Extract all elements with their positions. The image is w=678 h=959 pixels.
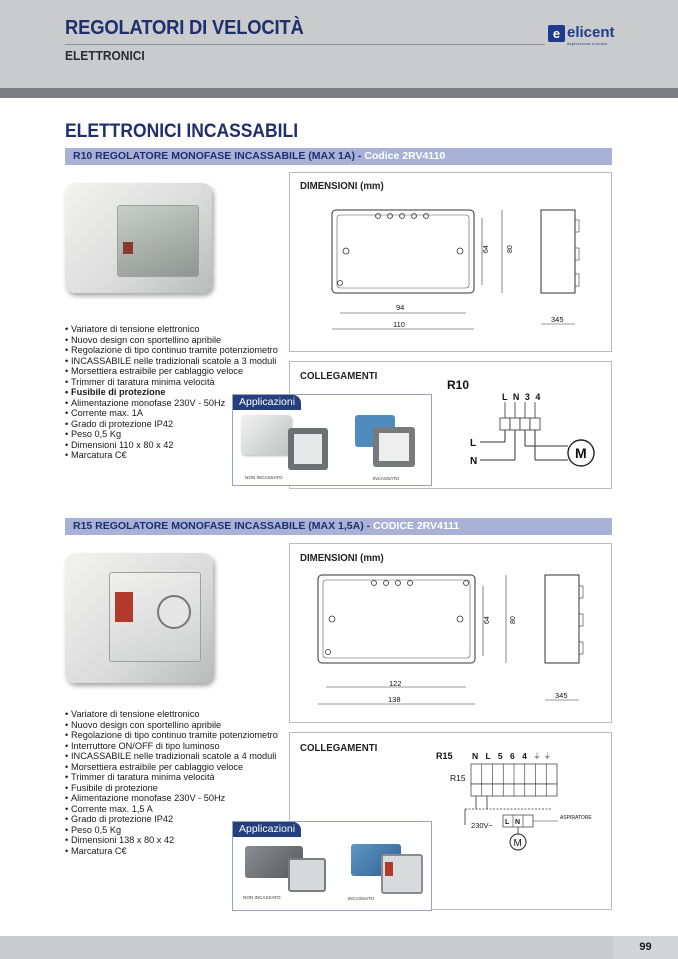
line-l-label: L — [470, 438, 477, 449]
applications-title: Applicazioni — [233, 395, 301, 410]
applications-box-r10 — [232, 394, 432, 486]
logo-mark: e — [548, 25, 565, 42]
diagram-model: R15 — [436, 751, 453, 761]
page-number: 99 — [613, 936, 678, 959]
box-terminal-l: L — [505, 819, 510, 826]
spec-item: • Morsettiera estraibile per cablaggio veloce — [65, 366, 278, 377]
connections-title: COLLEGAMENTI — [300, 742, 378, 754]
logo-text: elicent — [567, 24, 615, 41]
connections-title: COLLEGAMENTI — [300, 370, 378, 382]
depth-label: 345 — [551, 315, 564, 324]
caption-non-incassato: NON INCASSATO — [245, 475, 283, 480]
spec-item: • Trimmer di taratura minima velocità — [65, 772, 278, 783]
spec-item: • Marcatura C€ — [65, 450, 278, 461]
spec-item: • Variatore di tensione elettronico — [65, 324, 278, 335]
spec-item: • Regolazione di tipo continuo tramite potenziometro — [65, 730, 278, 741]
product-photo-r15 — [65, 550, 215, 690]
product-photo-r10 — [65, 180, 215, 305]
page-footer — [0, 936, 678, 959]
spec-item: • Regolazione di tipo continuo tramite potenziometro — [65, 345, 278, 356]
spec-item: • Grado di protezione IP42 — [65, 814, 278, 825]
outer-height-label: 80 — [507, 245, 514, 253]
product-code: CODICE 2RV4111 — [373, 520, 460, 532]
spec-item: • Dimensioni 138 x 80 x 42 — [65, 835, 278, 846]
line-n-label: N — [470, 456, 478, 467]
dimensions-title: DIMENSIONI (mm) — [300, 180, 384, 192]
dimensions-title: DIMENSIONI (mm) — [300, 552, 384, 564]
diagram-model-label: R15 — [450, 773, 466, 783]
spec-item: • Corrente max. 1,5 A — [65, 804, 278, 815]
terminal-labels: N L 5 6 4 — [472, 751, 530, 761]
inner-height-label: 64 — [483, 245, 490, 253]
applications-title: Applicazioni — [233, 822, 301, 837]
applications-box-r15 — [232, 821, 432, 911]
outer-height-label: 80 — [510, 616, 517, 624]
outer-width-label: 138 — [388, 695, 401, 704]
caption-non-incassato: NON INCASSATO — [243, 895, 281, 900]
supply-label: 230V~ — [471, 821, 493, 830]
motor-symbol: M — [513, 838, 522, 849]
spec-item: • Interruttore ON/OFF di tipo luminoso — [65, 741, 278, 752]
dimensions-panel-r15 — [289, 543, 612, 723]
product-name: R15 REGOLATORE MONOFASE INCASSABILE (MAX 1,5A) - — [73, 520, 374, 532]
spec-item: • Alimentazione monofase 230V - 50Hz — [65, 793, 278, 804]
spec-item: • Fusibile di protezione — [65, 387, 278, 398]
inner-height-label: 64 — [484, 616, 491, 624]
caption-incassato: INCASSATO — [348, 896, 375, 901]
diagram-model: R10 — [447, 378, 470, 392]
section-title: ELETTRONICI INCASSABILI — [65, 121, 299, 142]
spec-item: • Nuovo design con sportellino apribile — [65, 720, 278, 731]
elicent-logo — [548, 24, 618, 46]
svg-text:⏚ ⏚: ⏚ ⏚ — [533, 752, 552, 761]
motor-symbol: M — [575, 445, 587, 461]
header-rule — [65, 44, 545, 45]
spec-item: • Alimentazione monofase 230V - 50Hz — [65, 398, 278, 409]
box-terminal-n: N — [515, 819, 521, 826]
spec-item: • Peso 0,5 Kg — [65, 825, 278, 836]
spec-item: • Grado di protezione IP42 — [65, 419, 278, 430]
spec-item: • Morsettiera estraibile per cablaggio veloce — [65, 762, 278, 773]
header-band — [0, 88, 678, 98]
spec-item: • Trimmer di taratura minima velocità — [65, 377, 278, 388]
terminal-labels: L N 3 4 — [502, 392, 542, 402]
aspiratore-label: ASPIRATORE — [560, 815, 592, 821]
spec-item: • Corrente max. 1A — [65, 408, 278, 419]
dimension-drawing-r15 — [290, 544, 613, 724]
product-bar-r10 — [65, 148, 612, 165]
logo-tagline: aspirazione evoluta — [567, 41, 608, 46]
page-title: REGOLATORI DI VELOCITÀ — [65, 17, 304, 39]
spec-item: • Peso 0,5 Kg — [65, 429, 278, 440]
spec-item: • Marcatura C€ — [65, 846, 278, 857]
product-code: Codice 2RV4110 — [364, 150, 446, 162]
dimensions-panel-r10 — [289, 172, 612, 352]
spec-item: • Dimensioni 110 x 80 x 42 — [65, 440, 278, 451]
caption-incassato: INCASSATO — [373, 476, 400, 481]
outer-width-label: 110 — [393, 320, 405, 329]
spec-item: • Nuovo design con sportellino apribile — [65, 335, 278, 346]
inner-width-label: 94 — [396, 303, 405, 312]
dimension-drawing-r10 — [290, 173, 613, 353]
inner-width-label: 122 — [389, 679, 402, 688]
spec-item: • INCASSABILE nelle tradizionali scatole a 3 moduli — [65, 356, 278, 367]
spec-item: • INCASSABILE nelle tradizionali scatole a 4 moduli — [65, 751, 278, 762]
spec-item: • Variatore di tensione elettronico — [65, 709, 278, 720]
spec-item: • Fusibile di protezione — [65, 783, 278, 794]
product-name: R10 REGOLATORE MONOFASE INCASSABILE (MAX 1A) - — [73, 150, 365, 162]
depth-label: 345 — [555, 691, 568, 700]
page-subtitle: ELETTRONICI — [65, 48, 145, 63]
product-bar-r15 — [65, 518, 612, 535]
